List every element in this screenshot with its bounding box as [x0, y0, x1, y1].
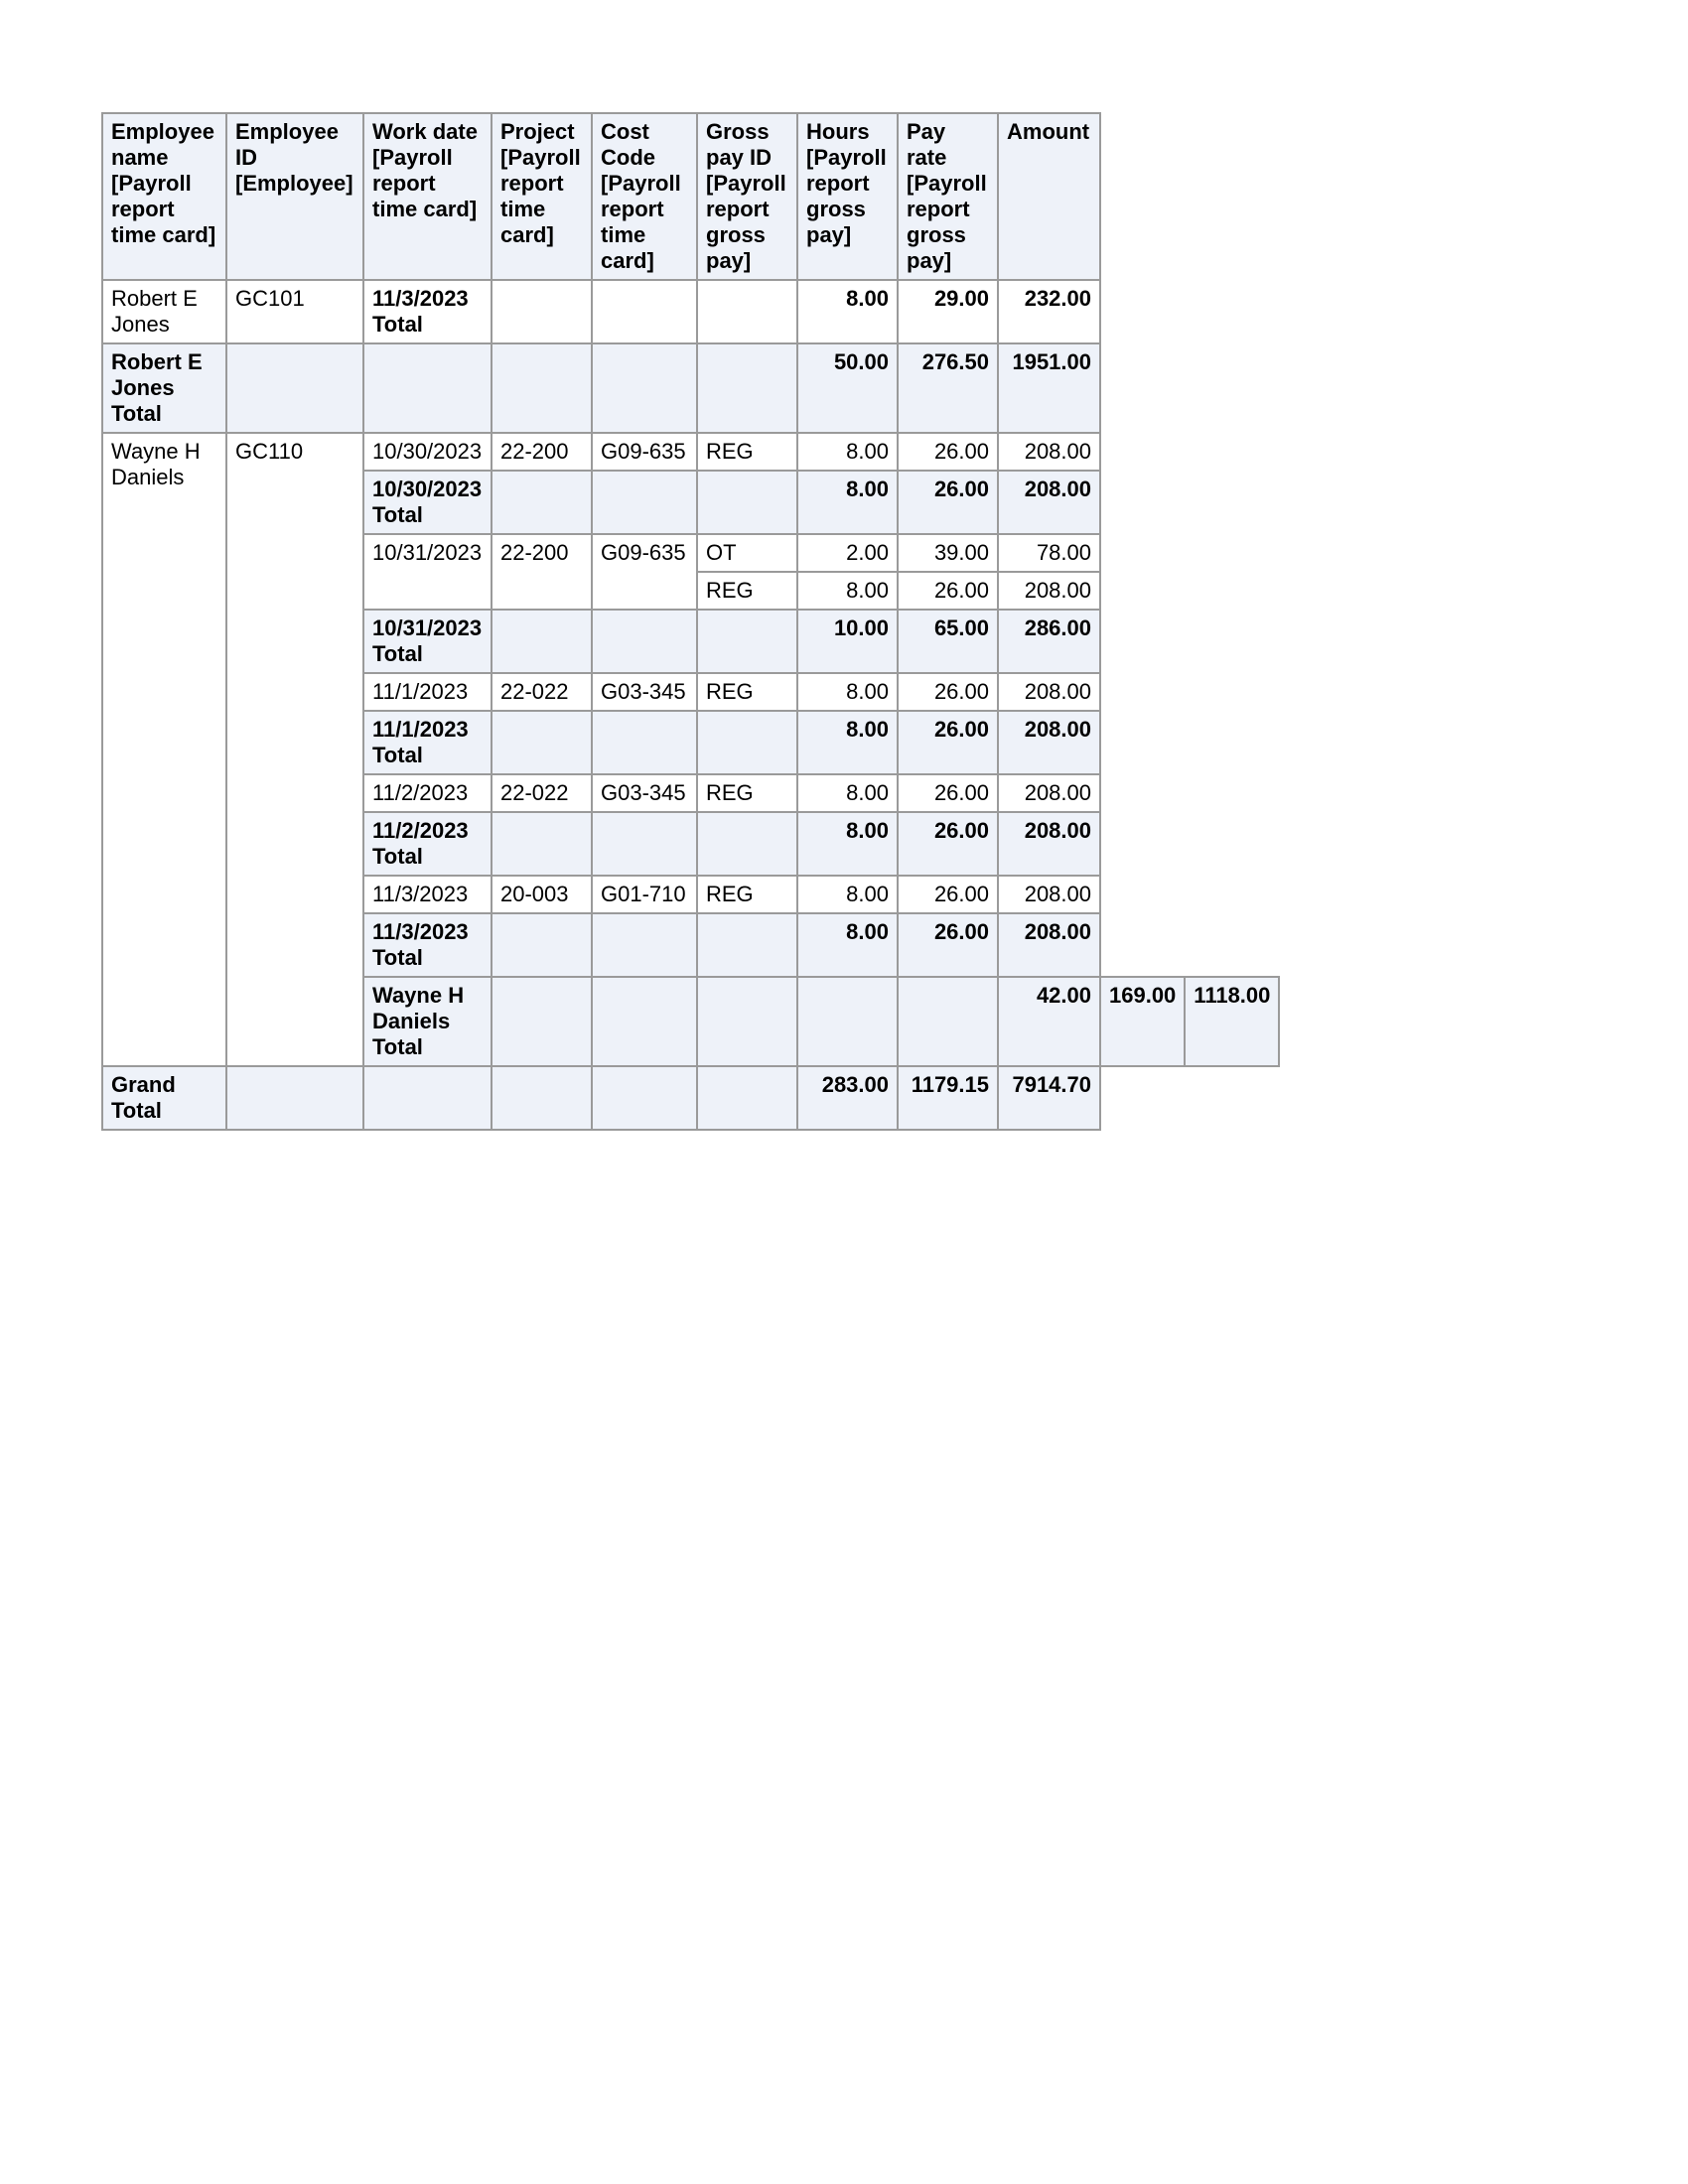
gross-pay-id-cell: REG	[697, 433, 797, 471]
date-total-label: 11/3/2023 Total	[363, 913, 492, 977]
col-project: Project [Payroll report time card]	[492, 113, 592, 280]
col-pay-rate: Pay rate [Payroll report gross pay]	[898, 113, 998, 280]
grand-total-row	[102, 1066, 1279, 1130]
hours-cell: 2.00	[797, 534, 898, 572]
project-cell: 22-022	[492, 774, 592, 812]
rate-cell: 65.00	[898, 610, 998, 673]
empty-cell	[492, 812, 592, 876]
hours-cell: 10.00	[797, 610, 898, 673]
hours-cell: 50.00	[797, 343, 898, 433]
amount-cell: 208.00	[998, 572, 1100, 610]
hours-cell: 8.00	[797, 280, 898, 343]
empty-cell	[697, 977, 797, 1066]
empty-cell	[492, 280, 592, 343]
hours-cell: 8.00	[797, 711, 898, 774]
empty-cell	[592, 343, 697, 433]
project-cell: 22-200	[492, 433, 592, 471]
hours-cell: 8.00	[797, 913, 898, 977]
hours-cell: 8.00	[797, 572, 898, 610]
col-employee-id: Employee ID [Employee]	[226, 113, 363, 280]
hours-cell: 8.00	[797, 433, 898, 471]
header-row	[102, 113, 1279, 280]
hours-cell: 8.00	[797, 673, 898, 711]
empty-cell	[697, 1066, 797, 1130]
empty-cell	[697, 610, 797, 673]
rate-cell: 26.00	[898, 673, 998, 711]
rate-cell: 29.00	[898, 280, 998, 343]
date-total-label: 11/3/2023 Total	[363, 280, 492, 343]
empty-cell	[898, 977, 998, 1066]
rate-cell: 26.00	[898, 471, 998, 534]
rate-cell: 26.00	[898, 913, 998, 977]
date-total-label: 10/31/2023 Total	[363, 610, 492, 673]
empty-cell	[592, 1066, 697, 1130]
empty-cell	[492, 343, 592, 433]
empty-cell	[592, 913, 697, 977]
empty-cell	[797, 977, 898, 1066]
amount-cell: 232.00	[998, 280, 1100, 343]
rate-cell: 26.00	[898, 433, 998, 471]
gross-pay-id-cell: REG	[697, 774, 797, 812]
work-date-cell: 11/3/2023	[363, 876, 492, 913]
hours-cell: 42.00	[998, 977, 1100, 1066]
gross-pay-id-cell: REG	[697, 876, 797, 913]
table-row	[102, 433, 1279, 471]
work-date-cell: 10/31/2023	[363, 534, 492, 610]
col-amount: Amount	[998, 113, 1100, 280]
project-cell: 20-003	[492, 876, 592, 913]
col-employee-name: Employee name [Payroll report time card]	[102, 113, 226, 280]
amount-cell: 7914.70	[998, 1066, 1100, 1130]
hours-cell: 8.00	[797, 876, 898, 913]
cost-code-cell: G03-345	[592, 673, 697, 711]
empty-cell	[492, 1066, 592, 1130]
empty-cell	[592, 812, 697, 876]
grand-total-label: Grand Total	[102, 1066, 226, 1130]
rate-cell: 26.00	[898, 572, 998, 610]
amount-cell: 208.00	[998, 876, 1100, 913]
amount-cell: 208.00	[998, 471, 1100, 534]
date-total-label: 11/1/2023 Total	[363, 711, 492, 774]
amount-cell: 1118.00	[1185, 977, 1279, 1066]
project-cell: 22-022	[492, 673, 592, 711]
rate-cell: 39.00	[898, 534, 998, 572]
table-row	[102, 280, 1279, 343]
empty-cell	[592, 471, 697, 534]
empty-cell	[592, 977, 697, 1066]
rate-cell: 169.00	[1100, 977, 1185, 1066]
work-date-cell: 11/2/2023	[363, 774, 492, 812]
col-work-date: Work date [Payroll report time card]	[363, 113, 492, 280]
date-total-label: 11/2/2023 Total	[363, 812, 492, 876]
empty-cell	[697, 711, 797, 774]
gross-pay-id-cell: OT	[697, 534, 797, 572]
col-gross-pay-id: Gross pay ID [Payroll report gross pay]	[697, 113, 797, 280]
empty-cell	[492, 711, 592, 774]
employee-total-label: Robert E Jones Total	[102, 343, 226, 433]
empty-cell	[697, 913, 797, 977]
employee-id-cell: GC110	[226, 433, 363, 1066]
work-date-cell: 11/1/2023	[363, 673, 492, 711]
empty-cell	[592, 610, 697, 673]
col-cost-code: Cost Code [Payroll report time card]	[592, 113, 697, 280]
cost-code-cell: G09-635	[592, 433, 697, 471]
work-date-cell: 10/30/2023	[363, 433, 492, 471]
amount-cell: 208.00	[998, 812, 1100, 876]
hours-cell: 283.00	[797, 1066, 898, 1130]
amount-cell: 208.00	[998, 433, 1100, 471]
cost-code-cell: G03-345	[592, 774, 697, 812]
rate-cell: 26.00	[898, 711, 998, 774]
date-total-label: 10/30/2023 Total	[363, 471, 492, 534]
employee-name-cell: Wayne H Daniels	[102, 433, 226, 1066]
rate-cell: 26.00	[898, 774, 998, 812]
amount-cell: 208.00	[998, 913, 1100, 977]
cost-code-cell: G01-710	[592, 876, 697, 913]
rate-cell: 26.00	[898, 876, 998, 913]
employee-total-row	[102, 343, 1279, 433]
amount-cell: 1951.00	[998, 343, 1100, 433]
amount-cell: 208.00	[998, 673, 1100, 711]
empty-cell	[697, 471, 797, 534]
empty-cell	[492, 610, 592, 673]
hours-cell: 8.00	[797, 812, 898, 876]
empty-cell	[226, 343, 363, 433]
col-hours: Hours [Payroll report gross pay]	[797, 113, 898, 280]
empty-cell	[363, 343, 492, 433]
rate-cell: 276.50	[898, 343, 998, 433]
cost-code-cell: G09-635	[592, 534, 697, 610]
amount-cell: 286.00	[998, 610, 1100, 673]
rate-cell: 1179.15	[898, 1066, 998, 1130]
employee-name-cell: Robert E Jones	[102, 280, 226, 343]
empty-cell	[363, 1066, 492, 1130]
empty-cell	[592, 711, 697, 774]
hours-cell: 8.00	[797, 471, 898, 534]
empty-cell	[697, 343, 797, 433]
empty-cell	[492, 977, 592, 1066]
empty-cell	[226, 1066, 363, 1130]
amount-cell: 208.00	[998, 774, 1100, 812]
empty-cell	[592, 280, 697, 343]
empty-cell	[697, 280, 797, 343]
project-cell: 22-200	[492, 534, 592, 610]
empty-cell	[492, 471, 592, 534]
payroll-report-table	[101, 112, 1280, 1131]
amount-cell: 78.00	[998, 534, 1100, 572]
empty-cell	[492, 913, 592, 977]
amount-cell: 208.00	[998, 711, 1100, 774]
rate-cell: 26.00	[898, 812, 998, 876]
employee-total-label: Wayne H Daniels Total	[363, 977, 492, 1066]
gross-pay-id-cell: REG	[697, 673, 797, 711]
hours-cell: 8.00	[797, 774, 898, 812]
empty-cell	[697, 812, 797, 876]
employee-id-cell: GC101	[226, 280, 363, 343]
gross-pay-id-cell: REG	[697, 572, 797, 610]
